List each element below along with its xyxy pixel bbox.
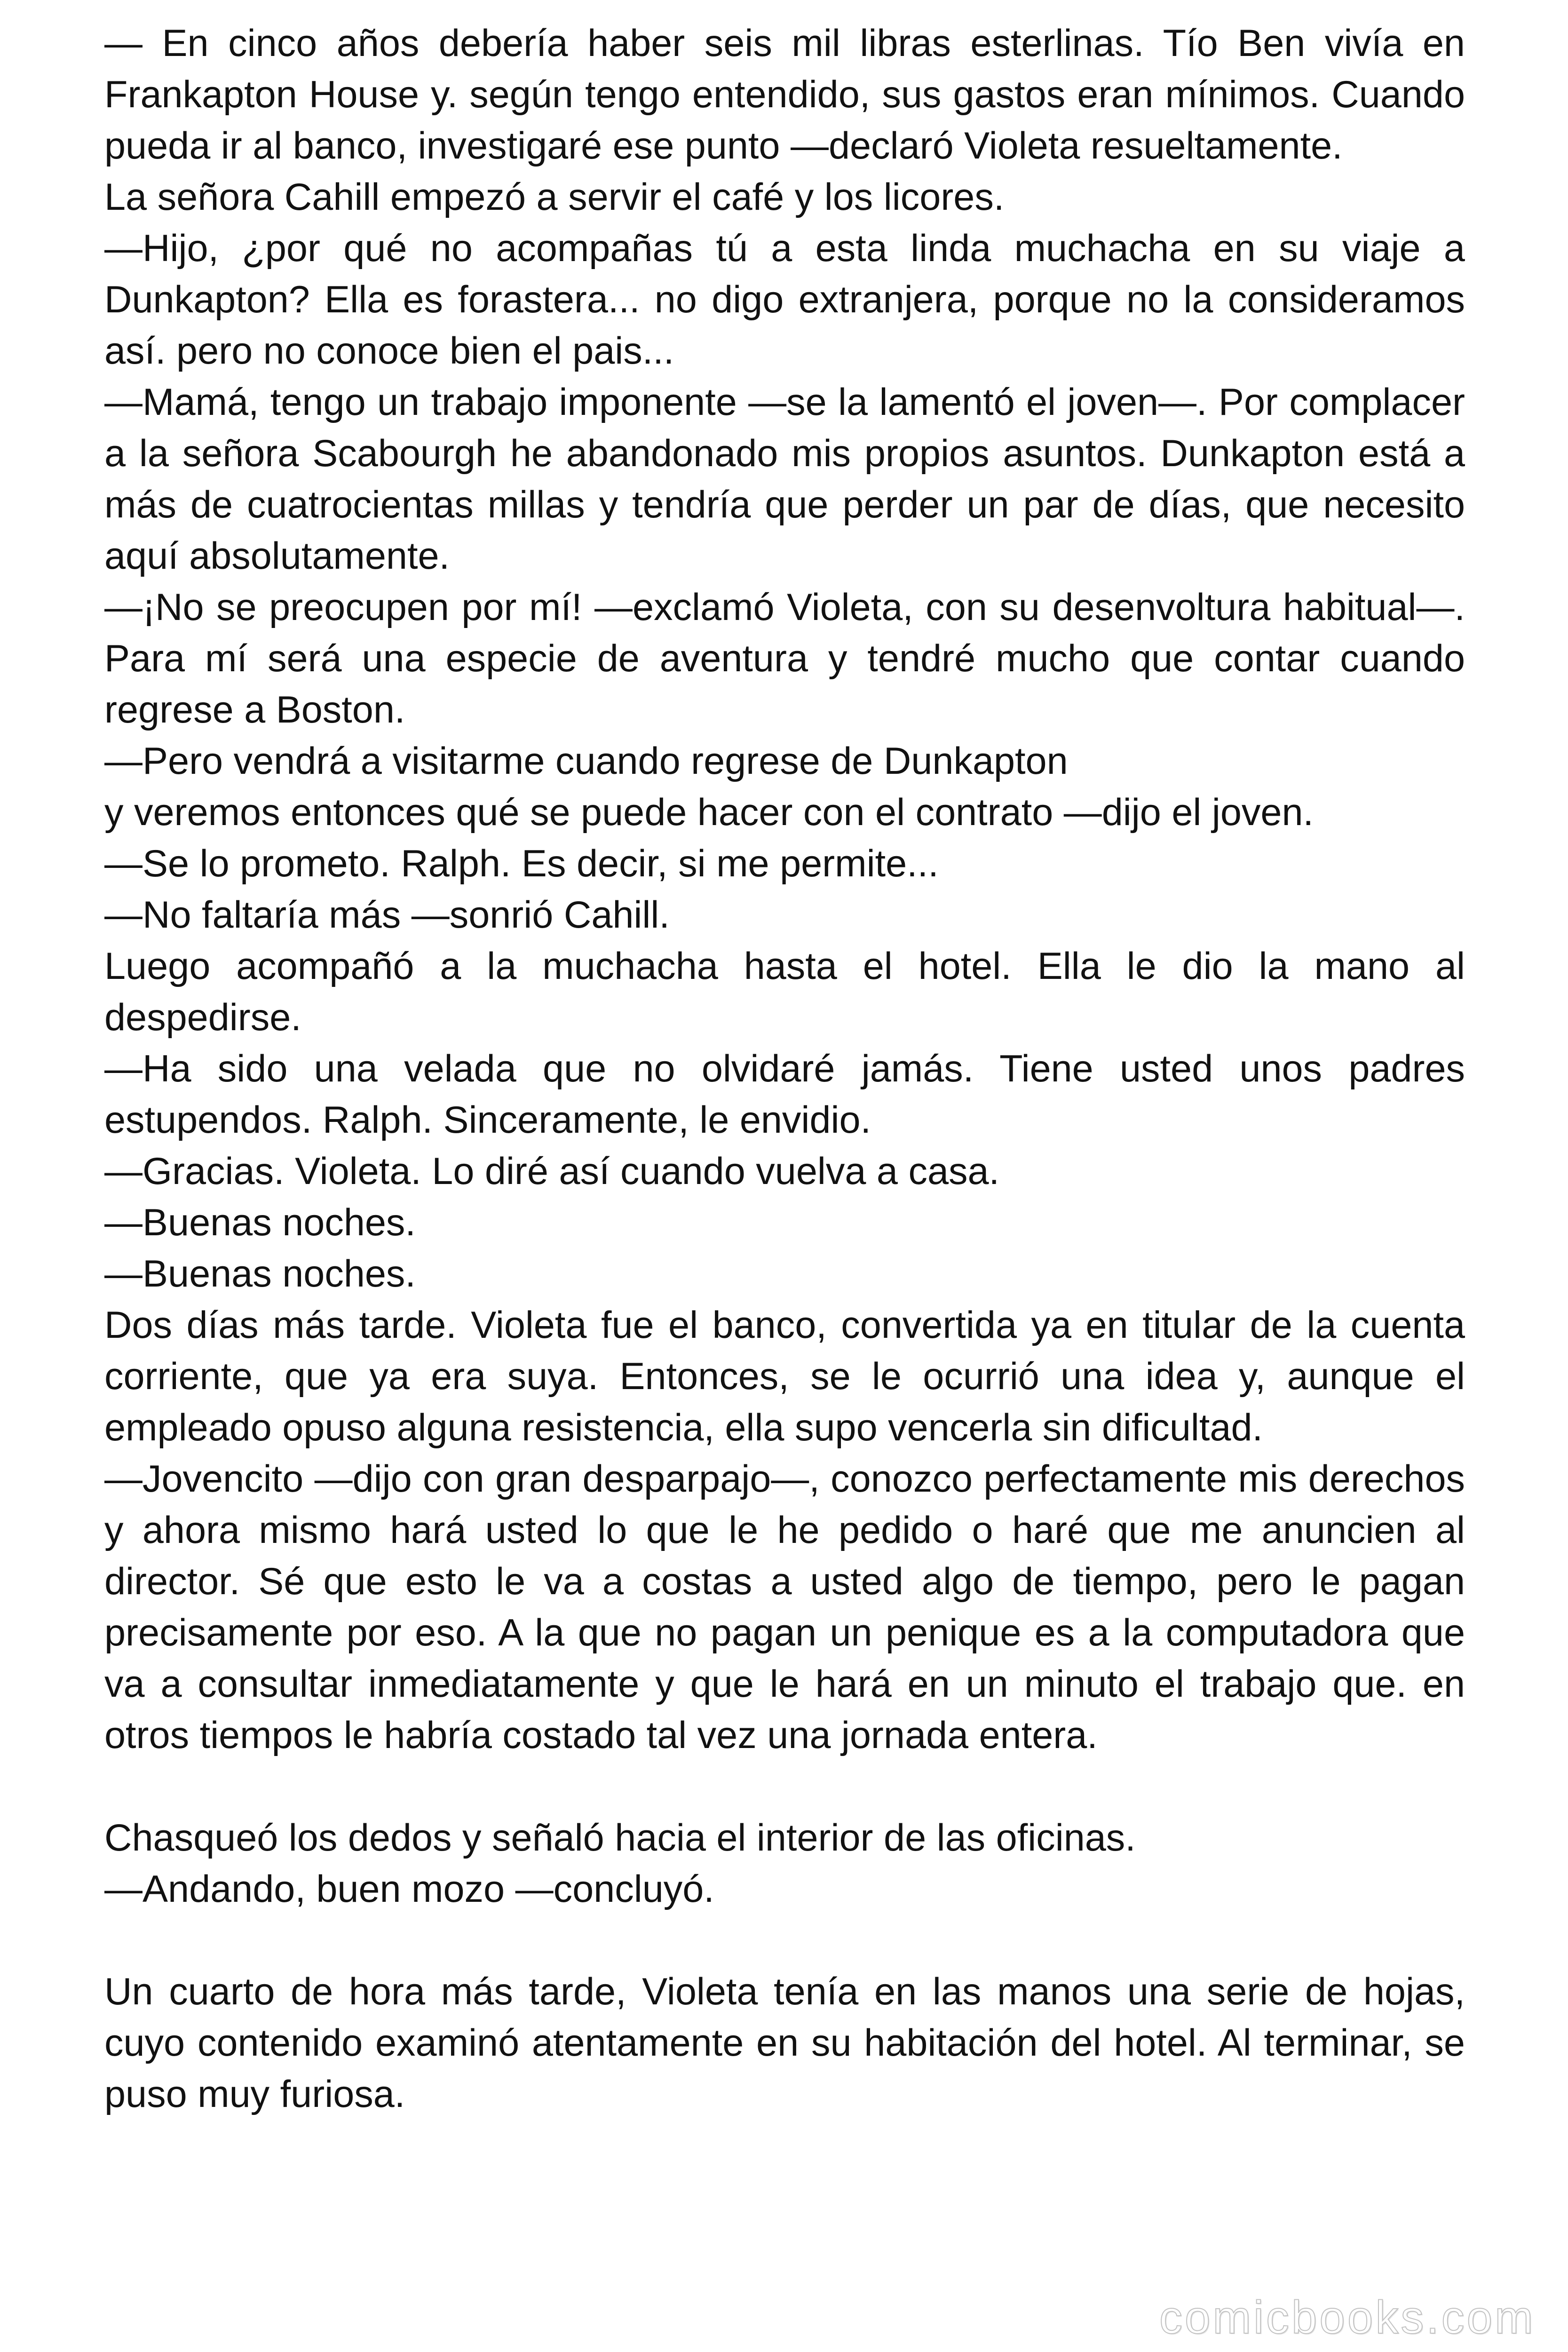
- paragraph: —Se lo prometo. Ralph. Es decir, si me permite...: [104, 842, 939, 885]
- section-3: [104, 1966, 1465, 2120]
- paragraph: —Mamá, tengo un trabajo imponente —se la lamentó el joven—. Por complacer a la señora Scabourgh he abandonado mis propios asuntos. Dunkapton está a más de cuatrocientas millas y tendría que perder un par de días, que necesito aquí absolutamente.: [104, 381, 1465, 577]
- paragraph: Un cuarto de hora más tarde, Violeta tenía en las manos una serie de hojas, cuyo contenido examinó atentamente en su habitación del hotel. Al terminar, se puso muy furiosa.: [104, 1971, 1465, 2115]
- watermark: comicbooks.com: [1159, 2291, 1536, 2343]
- paragraph: —Ha sido una velada que no olvidaré jamás. Tiene usted unos padres estupendos. Ralph. Sinceramente, le envidio.: [104, 1048, 1465, 1141]
- paragraph: —Pero vendrá a visitarme cuando regrese de Dunkapton: [104, 740, 1068, 782]
- paragraph: —Hijo, ¿por qué no acompañas tú a esta linda muchacha en su viaje a Dunkapton? Ella es forastera... no digo extranjera, porque no la consideramos así. pero no conoce bien el pais...: [104, 227, 1465, 372]
- paragraph: y veremos entonces qué se puede hacer con el contrato —dijo el joven.: [104, 791, 1314, 834]
- section-2: [104, 1812, 1465, 1915]
- section-1: [104, 18, 1465, 1761]
- paragraph: —¡No se preocupen por mí! —exclamó Violeta, con su desenvoltura habitual—. Para mí será una especie de aventura y tendré mucho que contar cuando regrese a Boston.: [104, 586, 1465, 731]
- paragraph: La señora Cahill empezó a servir el café y los licores.: [104, 176, 1005, 218]
- paragraph: Chasqueó los dedos y señaló hacia el interior de las oficinas.: [104, 1817, 1136, 1859]
- paragraph: Dos días más tarde. Violeta fue el banco, convertida ya en titular de la cuenta corriente, que ya era suya. Entonces, se le ocurrió una idea y, aunque el empleado opuso alguna resistencia, ella supo vencerla sin dificultad.: [104, 1304, 1465, 1449]
- document-page: [104, 18, 1465, 2120]
- paragraph: Luego acompañó a la muchacha hasta el hotel. Ella le dio la mano al despedirse.: [104, 945, 1465, 1039]
- paragraph: —Jovencito —dijo con gran desparpajo—, conozco perfectamente mis derechos y ahora mismo hará usted lo que le he pedido o haré que me anuncien al director. Sé que esto le va a costas a usted algo de tiempo, pero le pagan precisamente por eso. A la que no pagan un penique es a la computadora que va a consultar inmediatamente y que le hará en un minuto el trabajo que. en otros tiempos le habría costado tal vez una jornada entera.: [104, 1458, 1465, 1756]
- paragraph: —Gracias. Violeta. Lo diré así cuando vuelva a casa.: [104, 1150, 1000, 1192]
- paragraph: —Buenas noches.: [104, 1201, 416, 1244]
- paragraph: —Andando, buen mozo —concluyó.: [104, 1868, 714, 1910]
- paragraph: — En cinco años debería haber seis mil libras esterlinas. Tío Ben vivía en Frankapton House y. según tengo entendido, sus gastos eran mínimos. Cuando pueda ir al banco, investigaré ese punto —declaró Violeta resueltamente.: [104, 22, 1465, 167]
- paragraph: —No faltaría más —sonrió Cahill.: [104, 894, 670, 936]
- section-gap: [104, 1915, 1465, 1966]
- section-gap: [104, 1761, 1465, 1812]
- paragraph: —Buenas noches.: [104, 1253, 416, 1295]
